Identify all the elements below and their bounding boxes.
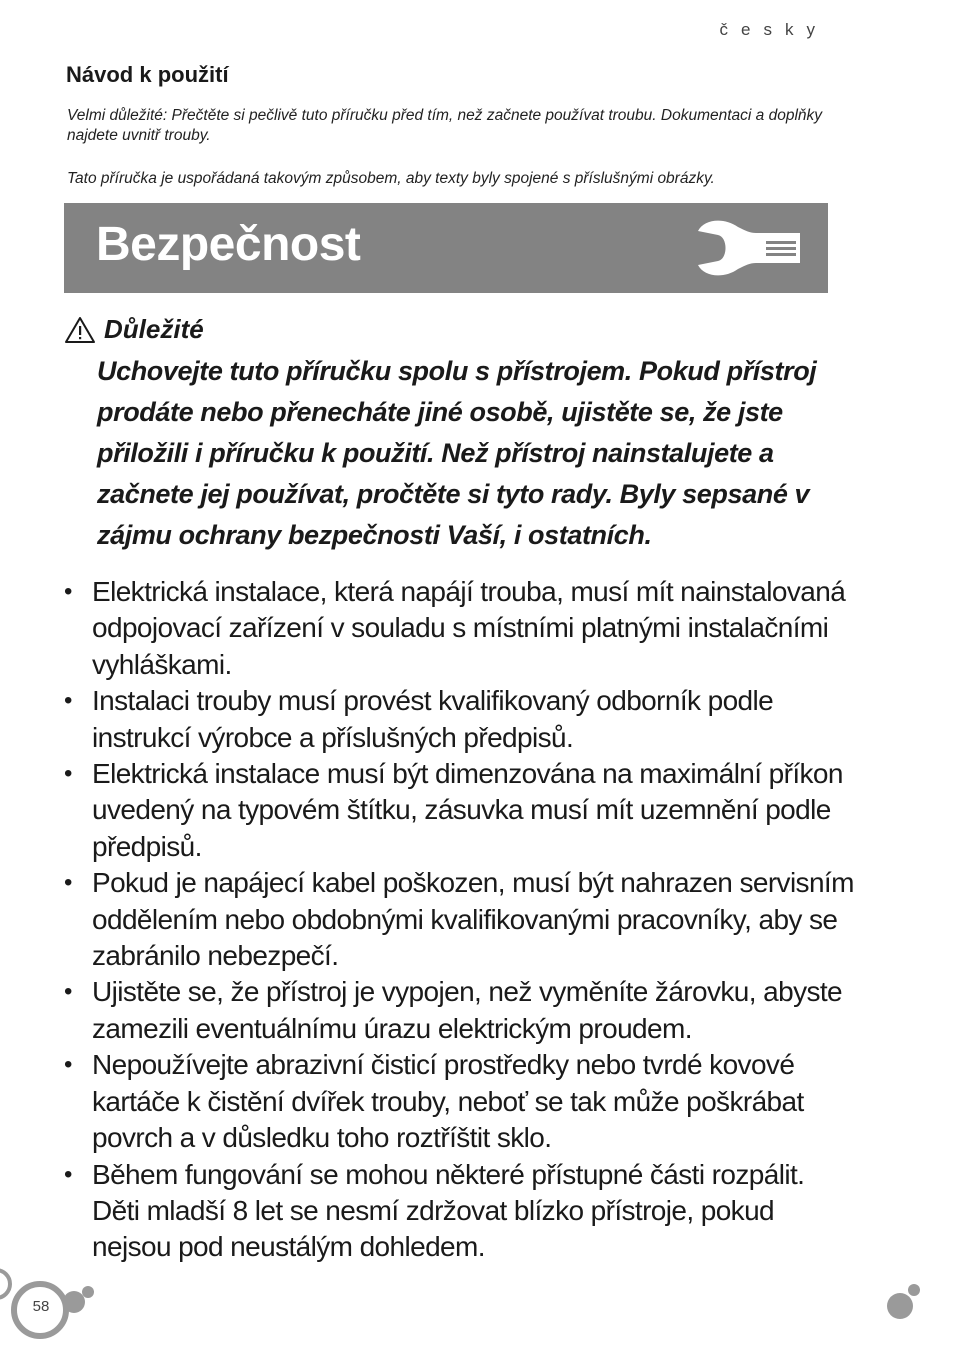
- bullet-icon: •: [64, 760, 72, 788]
- bullet-icon: •: [64, 978, 72, 1006]
- important-heading-row: [64, 314, 864, 345]
- section-title: Bezpečnost: [96, 218, 361, 271]
- list-item-text: Elektrická instalace, která napájí trouba, musí mít nainstalovaná odpojovací zařízení v souladu s místními platnými instalačními vyhláškami.: [92, 576, 846, 680]
- list-item: [64, 574, 854, 683]
- list-item-text: Ujistěte se, že přístroj je vypojen, než vyměníte žárovku, abyste zamezili eventuálnímu úrazu elektrickým proudem.: [92, 976, 843, 1044]
- intro-paragraph-2: Tato příručka je uspořádaná takovým způsobem, aby texty byly spojené s příslušnými obrázky.: [67, 170, 715, 187]
- bullet-icon: •: [64, 578, 72, 605]
- document-title: Návod k použití: [66, 62, 229, 87]
- list-item-text: Během fungování se mohou některé přístupné části rozpálit. Děti mladší 8 let se nesmí zdržovat blízko přístroje, pokud nejsou pod neustálým dohledem.: [92, 1158, 805, 1263]
- list-item-text: Elektrická instalace musí být dimenzována na maximální příkon uvedený na typovém štítku, zásuvka musí mít uzemnění podle předpisů.: [92, 758, 843, 862]
- language-label: česky: [719, 20, 828, 39]
- warning-triangle-icon: [64, 316, 96, 344]
- section-banner: [64, 203, 828, 293]
- important-notice: [64, 314, 864, 556]
- list-item: [64, 974, 854, 1047]
- list-item: [64, 683, 854, 756]
- list-item: [64, 1157, 854, 1266]
- bullet-icon: •: [64, 869, 72, 897]
- bullet-icon: •: [64, 1160, 72, 1188]
- page-corner-decoration-right: [880, 1280, 920, 1324]
- list-item-text: Nepoužívejte abrazivní čisticí prostředky nebo tvrdé kovové kartáče k čistění dvířek trouby, neboť se tak může poškrábat povrch a v důsledku toho roztříštit sklo.: [92, 1049, 804, 1154]
- important-text: Uchovejte tuto příručku spolu s přístrojem. Pokud přístroj prodáte nebo přenecháte jiné osobě, ujistěte se, že jste přiložili i příručku k použití. Než přístroj nainstalujete a začnete jej používat, pročtěte si tyto rady. Byly sepsané v zájmu ochrany bezpečnosti Vaší, i ostatních.: [97, 356, 817, 550]
- wrench-icon: [694, 217, 802, 279]
- bullet-icon: •: [64, 1051, 72, 1079]
- intro-paragraph-1: Velmi důležité: Přečtěte si pečlivě tuto příručku před tím, než začnete používat troubu. Dokumentaci a doplňky najdete uvnitř trouby.: [67, 107, 823, 144]
- list-item-text: Instalaci trouby musí provést kvalifikovaný odborník podle instrukcí výrobce a příslušných předpisů.: [92, 685, 774, 753]
- page-number: 58: [32, 1298, 50, 1315]
- list-item-text: Pokud je napájecí kabel poškozen, musí být nahrazen servisním oddělením nebo obdobnými kvalifikovanými pracovníky, aby se zabránilo nebezpečí.: [92, 867, 854, 972]
- list-item: [64, 756, 854, 865]
- important-heading: Důležité: [104, 314, 204, 344]
- list-item: [64, 865, 854, 974]
- safety-bullet-list: [64, 574, 854, 1266]
- bullet-icon: •: [64, 687, 72, 715]
- list-item: [64, 1047, 854, 1156]
